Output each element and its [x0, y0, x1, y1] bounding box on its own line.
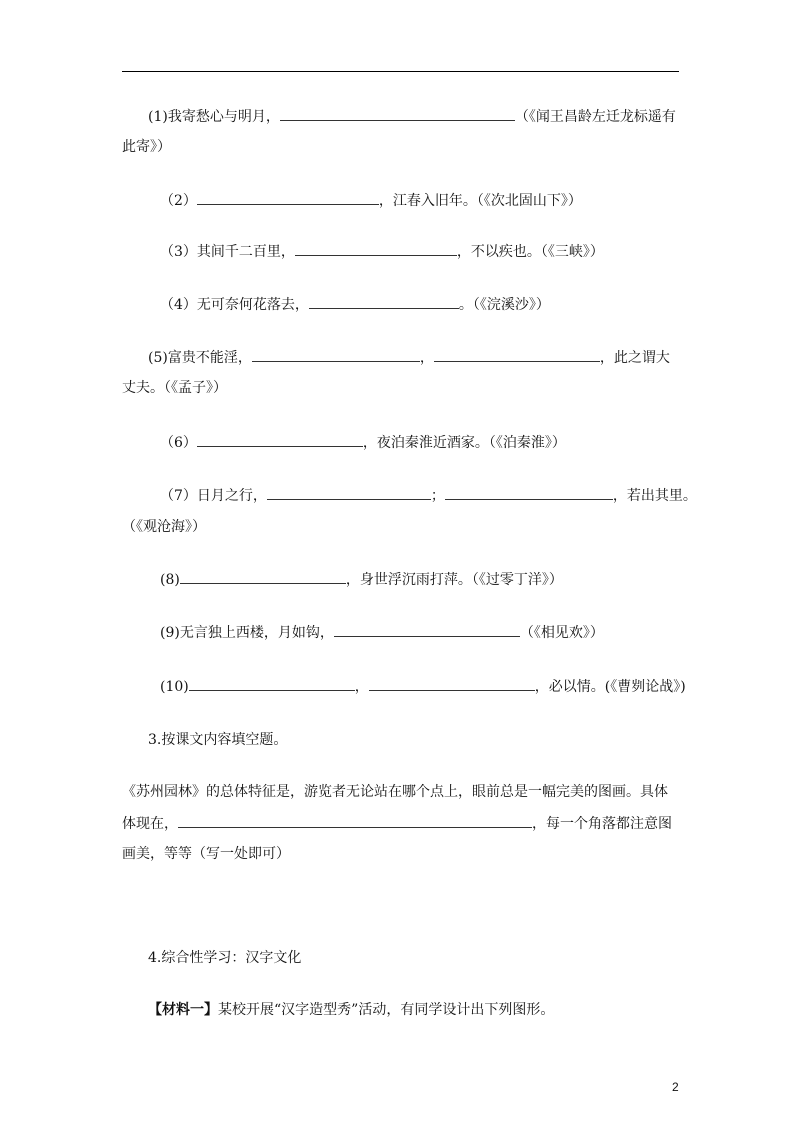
item-text: 。（《浣溪沙》） — [458, 297, 550, 313]
item-number: (10) — [160, 679, 189, 695]
item-7 — [160, 485, 697, 506]
item-text: ，身世浮沉雨打萍。（《过零丁洋》） — [345, 572, 563, 588]
item-text: ，不以疾也。（《三峡》） — [456, 244, 604, 260]
item-1 — [148, 106, 676, 127]
answer-blank[interactable] — [178, 813, 532, 828]
item-9 — [160, 622, 604, 643]
item-text: 我寄愁心与明月， — [167, 109, 280, 125]
item-text: （《闻王昌龄左迁龙标遥有 — [514, 109, 676, 125]
item-text: 体现在， — [122, 816, 178, 832]
answer-blank[interactable] — [267, 485, 431, 500]
item-4 — [160, 294, 550, 315]
item-number: (5) — [148, 350, 168, 366]
item-number: （2） — [160, 193, 197, 209]
item-number: （4） — [160, 297, 197, 313]
item-number: （3） — [160, 244, 197, 260]
answer-blank[interactable] — [197, 432, 363, 447]
question-3-text: 《苏州园林》的总体特征是，游览者无论站在哪个点上，眼前总是一幅完美的图画。具体 — [122, 784, 668, 800]
item-6 — [160, 432, 566, 453]
item-number: (9) — [160, 625, 180, 641]
item-number: (8) — [160, 572, 180, 588]
item-text: 日月之行， — [196, 488, 267, 504]
question-3-text: 画美，等等（写一处即可） — [122, 846, 290, 862]
question-3-title: 3.按课文内容填空题。 — [148, 732, 288, 748]
answer-blank[interactable] — [252, 347, 420, 362]
answer-blank[interactable] — [369, 676, 535, 691]
material-tag: 【材料一】 — [148, 1002, 218, 1018]
header-rule — [122, 71, 679, 72]
item-number: (1) — [148, 109, 168, 125]
answer-blank[interactable] — [295, 241, 457, 256]
item-text: ，必以情。(《曹刿论战》) — [534, 679, 686, 695]
item-text: ， — [419, 350, 434, 366]
item-text: ，江春入旧年。（《次北固山下》） — [378, 193, 582, 209]
answer-blank[interactable] — [280, 106, 515, 121]
item-text: ，每一个角落都注意图 — [532, 816, 672, 832]
answer-blank[interactable] — [434, 347, 600, 362]
item-number: （7） — [160, 488, 197, 504]
answer-blank[interactable] — [197, 190, 379, 205]
item-number: （6） — [160, 435, 197, 451]
item-text: ，此之谓大 — [599, 350, 670, 366]
answer-blank[interactable] — [445, 485, 613, 500]
item-text: 其间千二百里， — [196, 244, 295, 260]
answer-blank[interactable] — [180, 569, 346, 584]
item-3 — [160, 241, 604, 262]
item-text: 富贵不能淫， — [167, 350, 252, 366]
item-5-continuation: 丈夫。（《孟子》） — [122, 380, 227, 396]
question-4-title: 4.综合性学习：汉字文化 — [148, 950, 302, 966]
item-text: ； — [430, 488, 445, 504]
item-7-continuation: （《观沧海》） — [122, 519, 206, 535]
item-text: （《相见欢》） — [519, 625, 604, 641]
answer-blank[interactable] — [334, 622, 520, 637]
item-text: 无言独上西楼，月如钩， — [179, 625, 334, 641]
item-1-continuation: 此寄》） — [122, 139, 171, 155]
item-text: ， — [354, 679, 369, 695]
item-text: 无可奈何花落去， — [196, 297, 309, 313]
item-8 — [160, 569, 563, 590]
item-text: ，夜泊秦淮近酒家。（《泊秦淮》） — [362, 435, 566, 451]
item-5 — [148, 347, 670, 368]
item-2 — [160, 190, 582, 211]
page-number: 2 — [672, 1080, 679, 1094]
answer-blank[interactable] — [309, 294, 459, 309]
material-one — [148, 1000, 554, 1020]
material-text: 某校开展“汉字造型秀”活动，有同学设计出下列图形。 — [218, 1002, 555, 1018]
item-10 — [160, 676, 686, 697]
answer-blank[interactable] — [189, 676, 355, 691]
item-text: ，若出其里。 — [612, 488, 697, 504]
question-3-text — [122, 813, 672, 834]
